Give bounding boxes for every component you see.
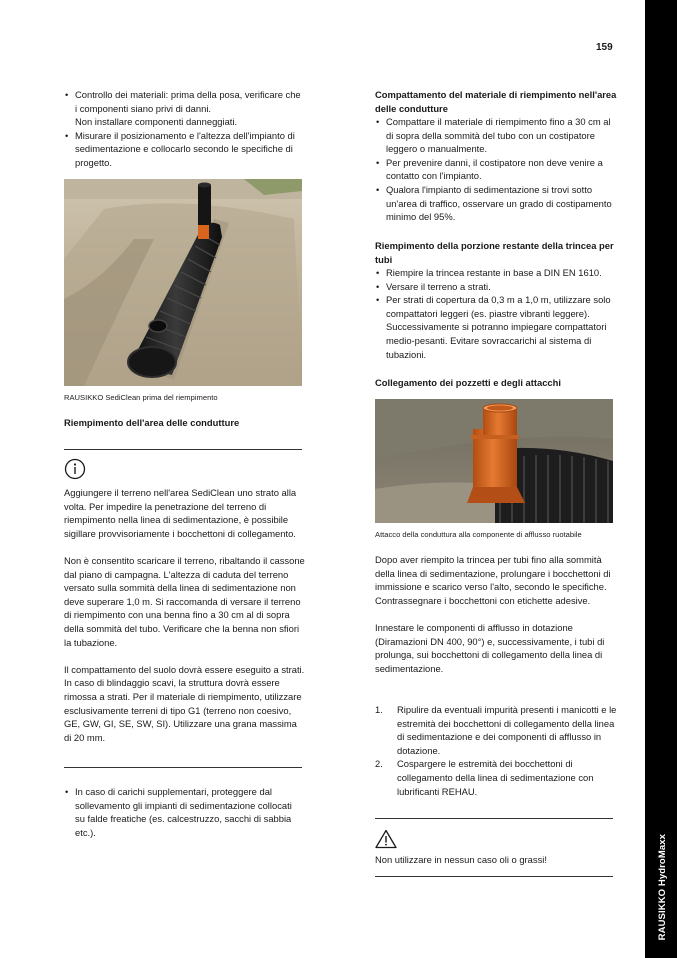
list-item: • Controllo dei materiali: prima della posa, verificare che i componenti siano privi di danni. Non installare componenti danneggiati.	[64, 88, 304, 129]
photo1-caption: RAUSIKKO SediClean prima del riempimento	[64, 393, 218, 402]
paragraph: Innestare le componenti di afflusso in dotazione (Diramazioni DN 400, 90°) e, successivamente, i tubi di prolunga, sui bocchettoni di collegamento della linea di sedimentazione.	[375, 621, 605, 674]
info-icon	[64, 458, 86, 480]
info-block	[64, 486, 306, 744]
bullet-list-trincea	[375, 266, 617, 361]
list-item: • Per strati di copertura da 0,3 m a 1,0 m, utilizzare solo compattatori leggeri (es. piastre vibranti leggere). Successivamente si potranno impiegare compattatori medio-pesanti. Evitare sovraccarichi al sistema di tubazioni.	[375, 293, 617, 361]
paragraph: Dopo aver riempito la trincea per tubi fino alla sommità della linea di sedimentazione, prolungare i bocchettoni di immissione e scarico verso l'alto, secondo le specifiche.	[375, 554, 611, 593]
heading-collegamento: Collegamento dei pozzetti e degli attacchi	[375, 377, 561, 388]
top-bullet-list	[64, 88, 304, 170]
list-item: • In caso di carichi supplementari, proteggere dal sollevamento gli impianti di sedimentazione collocati su falde freatiche (es. calcestruzzo, sacchi di sabbia etc.).	[64, 785, 304, 839]
divider	[64, 767, 302, 768]
paragraph: Contrassegnare i bocchettoni con etichette adesive.	[375, 594, 591, 606]
section-heading-riempimento: Riempimento dell'area delle condutture	[64, 417, 240, 428]
list-item: • Qualora l'impianto di sedimentazione si trovi sotto un'area di traffico, osservare un grado di costipamento minimo del 95%.	[375, 183, 617, 224]
list-item: • Compattare il materiale di riempimento fino a 30 cm al di sopra della sommità del tubo con un costipatore leggero o manualmente.	[375, 115, 617, 156]
warning-icon	[375, 829, 397, 849]
list-item: • Riempire la trincea restante in base a DIN EN 1610.	[375, 266, 617, 280]
photo2-caption: Attacco della conduttura alla componente di afflusso ruotabile	[375, 530, 582, 539]
list-item: 1. Ripulire da eventuali impurità presenti i manicotti e le estremità dei bocchettoni di collegamento della linea di sedimentazione e dei componenti di afflusso in dotazione.	[375, 704, 617, 756]
page-number: 159	[596, 42, 613, 53]
info-paragraph-2: Non è consentito scaricare il terreno, ribaltando il cassone dal piano di campagna. L'altezza di caduta del terreno versato sulla sommità della linea di sedimentazione non deve superare 1,0 m. Si raccomanda di versare il terreno di riempimento con una benna fino a 30 cm al di sopra della sommità del tubo. Verificare che la benna non sfiori la tubazione.	[64, 554, 305, 648]
numbered-steps	[375, 703, 617, 798]
photo-pipe-connection	[375, 399, 613, 523]
divider	[375, 818, 613, 819]
heading-riempimento-trincea: Riempimento della porzione restante della trincea per tubi	[375, 240, 614, 265]
info-paragraph-3: Il compattamento del suolo dovrà essere eseguito a strati. In caso di blindaggio scavi, la struttura dovrà essere rimossa a strati. Per il materiale di riempimento, utilizzare esclusivamente terreni di tipo G1 (terreno non coesivo, GE, GW, GI, SE, SW, SI). Utilizzare una grana massima di 20 mm.	[64, 663, 305, 743]
divider	[375, 876, 613, 877]
list-item: 2. Cospargere le estremità dei bocchettoni di collegamento della linea di sedimentazione con lubrificanti REHAU.	[375, 758, 594, 797]
connection-instructions	[375, 553, 619, 675]
sidebar-strip	[645, 0, 677, 958]
sidebar-label: RAUSIKKO HydroMaxx	[657, 833, 668, 940]
list-item: • Misurare il posizionamento e l'altezza dell'impianto di sedimentazione e collocarlo secondo le specifiche di progetto.	[64, 129, 304, 170]
photo-sediclean-trench	[64, 179, 302, 386]
list-item: • Versare il terreno a strati.	[375, 280, 617, 294]
heading-compattamento: Compattamento del materiale di riempimento nell'area delle condutture	[375, 89, 617, 114]
bullet-list-compattamento	[375, 115, 617, 224]
bottom-bullet-list	[64, 785, 304, 839]
warning-text: Non utilizzare in nessun caso oli o grassi!	[375, 854, 547, 865]
info-paragraph-1: Aggiungere il terreno nell'area SediClean uno strato alla volta. Per impedire la penetrazione del terreno di riempimento nella linea di sedimentazione, è possibile sigillare provvisoriamente i bocchettoni di collegamento.	[64, 487, 297, 539]
list-item: • Per prevenire danni, il costipatore non deve venire a contatto con l'impianto.	[375, 156, 617, 183]
divider	[64, 449, 302, 450]
